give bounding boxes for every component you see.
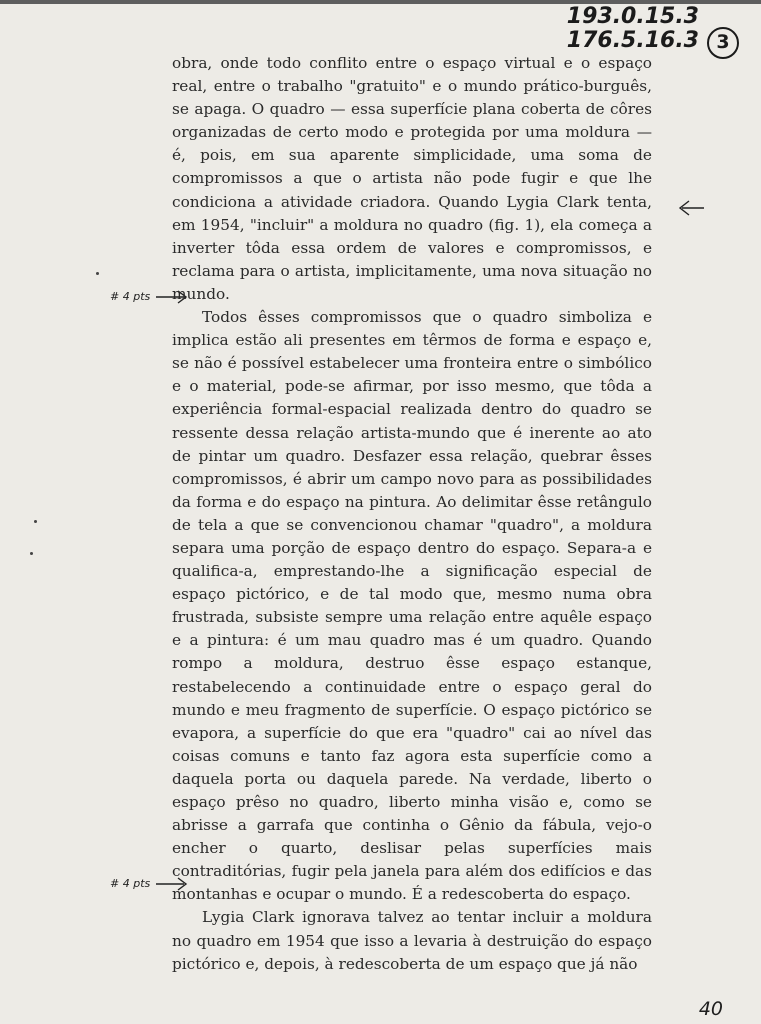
scan-speck — [34, 520, 37, 523]
margin-note-text: # 4 pts — [110, 877, 151, 890]
circled-page-marker: 3 — [707, 27, 739, 59]
archive-reference-1: 193.0.15.3 — [566, 4, 699, 29]
left-arrow-icon — [676, 198, 706, 218]
margin-note-text: # 4 pts — [110, 290, 151, 303]
paragraph-3: Lygia Clark ignorava talvez ao tentar incluir a moldura no quadro em 1954 que isso a levaria à destruição do espaço pictórico e, depois, à redescoberta de um espaço que já não — [172, 908, 652, 973]
scan-speck — [96, 272, 99, 275]
archive-reference-2: 176.5.16.3 — [566, 28, 699, 53]
body-text — [172, 52, 652, 976]
paragraph-2: Todos êsses compromissos que o quadro simboliza e implica estão ali presentes em têrmos de forma e espaço e, se não é possível estabelecer uma fronteira entre o simbólico e o material, pode-se afirmar, por isso mesmo, que tôda a experiência formal-espacial realizada dentro do quadro se ressente dessa relação artista-mundo que é inerente ao ato de pintar um quadro. Desfazer essa relação, quebrar êsses compromissos, é abrir um campo novo para as possibilidades da forma e do espaço na pintura. Ao delimitar êsse retângulo de tela a que se convencionou chamar "quadro", a moldura separa uma porção de espaço dentro do espaço. Separa-a e qualifica-a, emprestando-lhe a significação especial de espaço pictórico, e de tal modo que, mesmo numa obra frustrada, subsiste sempre uma relação entre aquêle espaço e a pintura: é um mau quadro mas é um quadro. Quando rompo a moldura, destruo êsse espaço estanque, restabelecendo a continuidade entre o espaço geral do mundo e meu fragmento de superfície. O espaço pictórico se evapora, a superfície do que era "quadro" cai ao nível das coisas comuns e tanto faz agora esta superfície como a daquela porta ou daquela parede. Na verdade, liberto o espaço prêso no quadro, liberto minha visão e, como se abrisse a garrafa que continha o Gênio da fábula, vejo-o encher o quarto, deslisar pelas superfícies mais contraditórias, fugir pela janela para além dos edifícios e das montanhas e ocupar o mundo. É a redescoberta do espaço. — [172, 308, 652, 904]
paragraph-1: obra, onde todo conflito entre o espaço virtual e o espaço real, entre o trabalho "gratuito" e o mundo prático-burguês, se apaga. O quadro — essa superfície plana coberta de côres organizadas de certo modo e protegida por uma moldura — é, pois, em sua aparente simplicidade, uma soma de compromissos a que o artista não pode fugir e que lhe condiciona a atividade criadora. Quando Lygia Clark tenta, em 1954, "incluir" a moldura no quadro (fig. 1), ela começa a inverter tôda essa ordem de valores e compromissos, e reclama para o artista, implicitamente, uma nova situação no mundo. — [172, 54, 652, 303]
page-number: 40 — [698, 998, 723, 1020]
scan-speck — [30, 552, 33, 555]
